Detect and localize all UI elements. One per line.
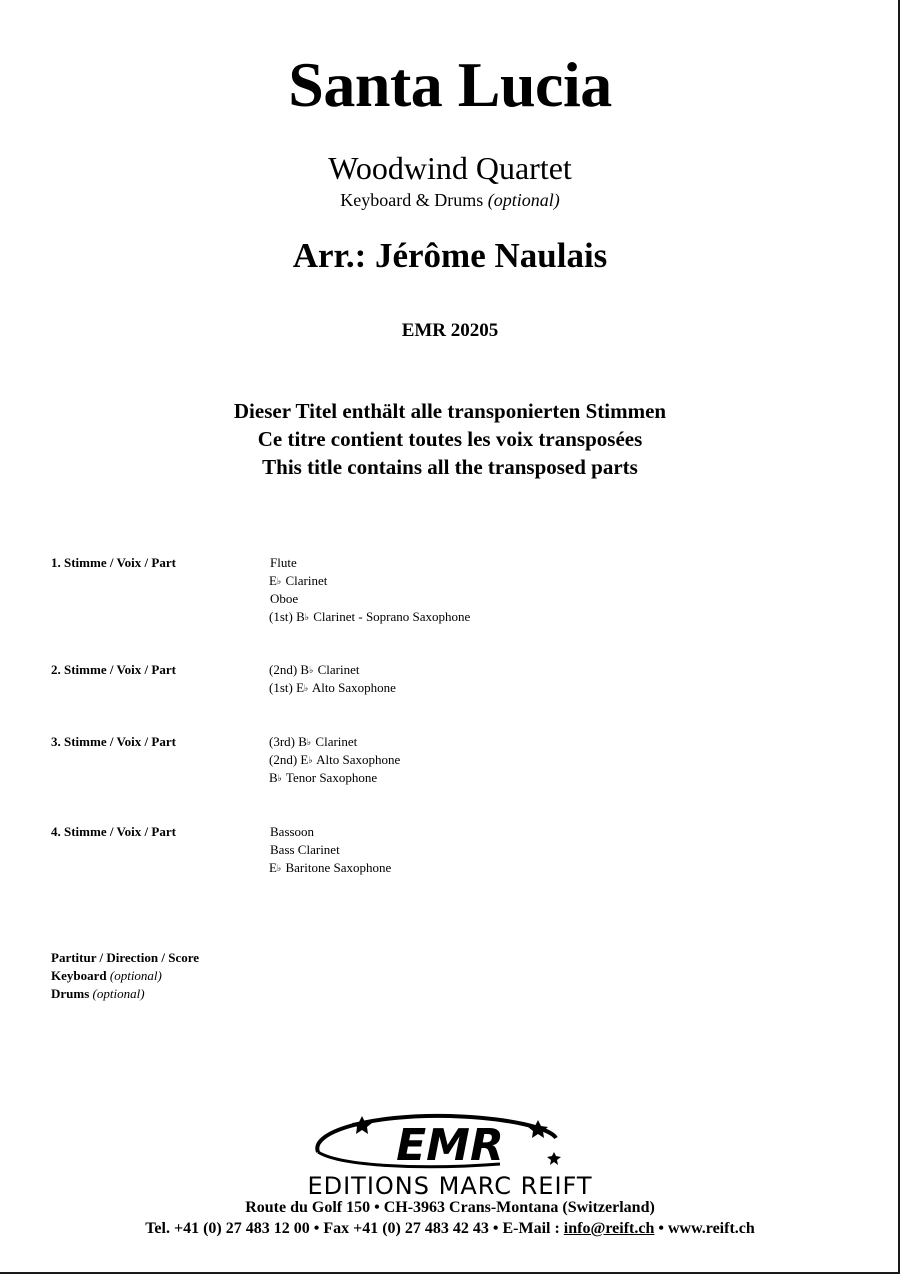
transposed-parts-notice xyxy=(0,397,900,481)
part-instruments xyxy=(269,823,391,877)
instrument-item: Bassoon xyxy=(270,824,315,839)
part-instruments xyxy=(269,554,470,626)
notice-line-fr: Ce titre contient toutes les voix transposées xyxy=(257,427,643,451)
instrument-item: Oboe xyxy=(270,591,299,606)
part-label: 3. Stimme / Voix / Part xyxy=(51,734,176,749)
contact-phone-fax: Tel. +41 (0) 27 483 12 00 • Fax +41 (0) 27 483 42 43 • E-Mail : xyxy=(145,1220,564,1237)
catalog-number: EMR 20205 xyxy=(401,320,499,341)
part-instruments xyxy=(269,733,400,787)
subtitle: Woodwind Quartet xyxy=(328,150,572,186)
instrument-item: (1st) E♭ Alto Saxophone xyxy=(269,680,396,695)
score-item: Partitur / Direction / Score xyxy=(51,950,200,965)
emr-logo xyxy=(300,1108,600,1176)
instrument-item: (1st) B♭ Clarinet - Soprano Saxophone xyxy=(269,609,471,624)
arranger: Arr.: Jérôme Naulais xyxy=(292,236,608,275)
instrument-item: (2nd) B♭ Clarinet xyxy=(269,662,360,677)
part-instruments xyxy=(269,661,396,697)
instrument-item: (3rd) B♭ Clarinet xyxy=(269,734,358,749)
instrumentation-optional: (optional) xyxy=(487,190,560,210)
instrumentation-main: Keyboard & Drums xyxy=(340,190,484,210)
drums-item: Drums (optional) xyxy=(51,986,145,1001)
star-icon xyxy=(528,1120,548,1138)
instrument-item: E♭ Clarinet xyxy=(269,573,328,588)
notice-line-de: Dieser Titel enthält alle transponierten Stimmen xyxy=(233,399,667,423)
part-group-4 xyxy=(51,823,391,877)
instrument-item: Flute xyxy=(270,555,297,570)
website: • www.reift.ch xyxy=(654,1220,755,1237)
part-group-2 xyxy=(51,661,396,697)
publisher-address: Route du Golf 150 • CH-3963 Crans-Montana (Switzerland) xyxy=(245,1199,655,1216)
additional-materials xyxy=(51,949,199,1003)
email-link[interactable]: info@reift.ch xyxy=(563,1220,655,1237)
instrument-item: B♭ Tenor Saxophone xyxy=(269,770,378,785)
instrumentation-note xyxy=(0,190,900,211)
part-group-3 xyxy=(51,733,400,787)
part-label: 1. Stimme / Voix / Part xyxy=(51,555,176,570)
part-label: 4. Stimme / Voix / Part xyxy=(51,824,176,839)
instrument-item: E♭ Baritone Saxophone xyxy=(269,860,392,875)
part-label: 2. Stimme / Voix / Part xyxy=(51,662,176,677)
instrument-item: (2nd) E♭ Alto Saxophone xyxy=(269,752,401,767)
keyboard-item: Keyboard (optional) xyxy=(51,968,162,983)
star-icon xyxy=(547,1152,561,1165)
instrument-item: Bass Clarinet xyxy=(270,842,340,857)
page-title: Santa Lucia xyxy=(288,49,612,120)
star-icon xyxy=(352,1116,372,1134)
notice-line-en: This title contains all the transposed parts xyxy=(262,455,638,479)
publisher-brand: EDITIONS MARC REIFT xyxy=(307,1172,593,1200)
publisher-contact xyxy=(0,1220,900,1238)
part-group-1 xyxy=(51,554,470,626)
logo-text: EMR xyxy=(396,1120,504,1171)
